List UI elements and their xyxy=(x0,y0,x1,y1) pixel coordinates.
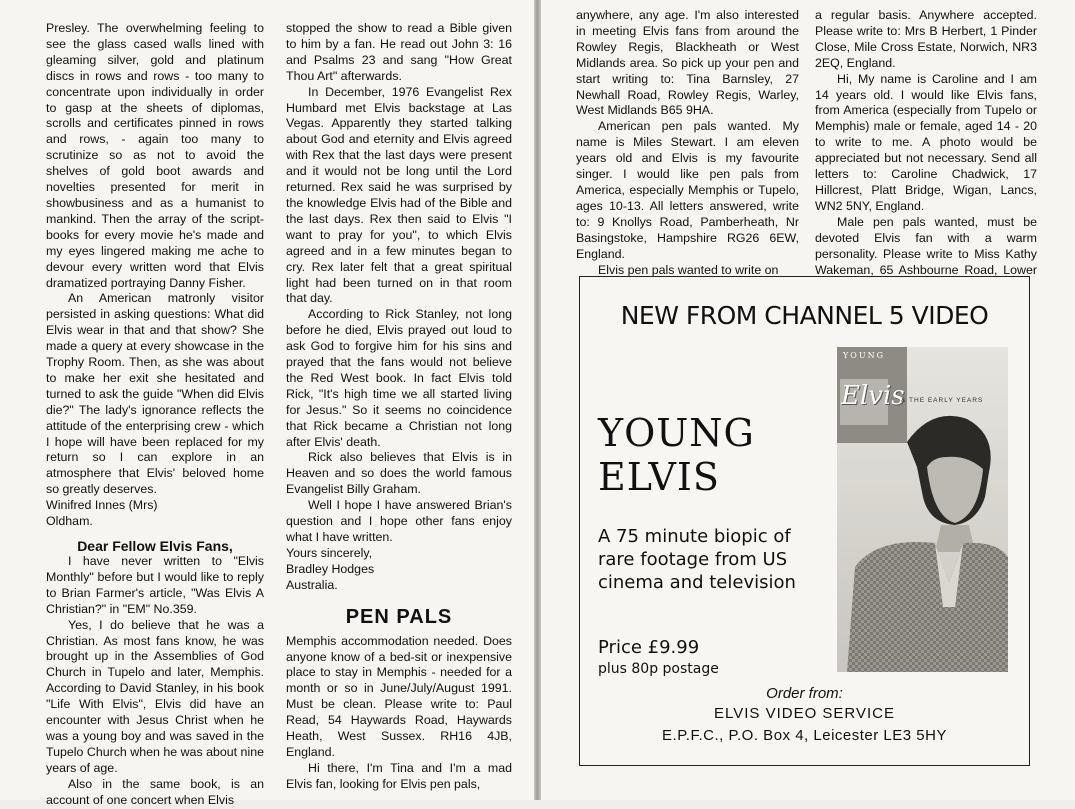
ad-price: Price £9.99 xyxy=(598,637,700,658)
paragraph: anywhere, any age. I'm also interested in meeting Elvis fans from around the Rowley Regis, Blackheath or West Midlands area. So pick up your pen and start writing to: Tina Barnsley, 27 Newhall Road, Rowley Regis, Warley, West Midlands B65 9HA. xyxy=(576,8,799,118)
cover-elvis-logo: Elvis xyxy=(841,381,905,411)
signature-place: Oldham. xyxy=(46,514,93,529)
video-cover-photo xyxy=(837,347,1008,672)
signature-name: Bradley Hodges xyxy=(286,561,375,576)
right-page-column-1 xyxy=(576,8,799,278)
signature-name: Winifred Innes (Mrs) xyxy=(46,498,158,513)
video-advertisement xyxy=(579,276,1030,766)
ad-service-name: ELVIS VIDEO SERVICE xyxy=(713,705,895,722)
ad-title-line-1: YOUNG xyxy=(598,411,755,455)
cover-small-title: YOUNG xyxy=(843,351,885,360)
left-page-column-2 xyxy=(286,21,512,793)
ad-headline: NEW FROM CHANNEL 5 VIDEO xyxy=(620,301,989,330)
paragraph: Rick also believes that Elvis is in Heaven and so does the world famous Evangelist Billy Graham. xyxy=(286,450,512,497)
ad-description: A 75 minute biopic of rare footage from US cinema and television xyxy=(598,526,796,593)
ad-title xyxy=(598,411,755,499)
paragraph: Presley. The overwhelming feeling to see the glass cased walls lined with gleaming silver, gold and platinum discs in rows and rows - too many to concentrate upon individually in order to gasp at the sheets of diplomas, scrolls and certificates pinned in rows and rows, - again too many to scrutinize so as not to avoid the shelves of gold boot awards and novelties presented for merit in showbusiness and as a humanist to mankind. Then the array of the script-books for every movie he's made and my eyes lingered making me ache to devour every written word that Elvis dramatized portraying Danny Fisher. xyxy=(46,21,264,290)
paragraph: Yes, I do believe that he was a Christian. As most fans know, he was brought up in the Assemblies of God Church in Tupelo and later, Memphis. According to David Stanley, in his book "Life With Elvis", Elvis did have an encounter with Jesus Christ when he was a young boy and was saved in the Tupelo Church when he was about nine years of age. xyxy=(46,617,264,775)
paragraph: a regular basis. Anywhere accepted. Please write to: Mrs B Herbert, 1 Pinder Close, Mile Cross Estate, Norwich, NR3 2EQ, England. xyxy=(815,8,1037,70)
signature-closing: Yours sincerely, xyxy=(286,545,373,560)
paragraph: Hi, My name is Caroline and I am 14 years old. I would like Elvis fans, from America (especially from Tupelo or Memphis) male or female, aged 14 - 20 to write to me. A photo would be appreciated but not necessary. Send all letters to: Caroline Chadwick, 17 Hillcrest, Platt Bridge, Wigan, Lancs, WN2 5NY, England. xyxy=(815,71,1037,213)
paragraph: stopped the show to read a Bible given to him by a fan. He read out John 3: 16 and Psalms 23 and sang "How Great Thou Art" afterwards. xyxy=(286,21,512,83)
book-spine xyxy=(534,0,541,800)
section-heading-pen-pals: PEN PALS xyxy=(345,605,453,628)
paragraph: I have never written to "Elvis Monthly" before but I would like to reply to Brian Farmer's article, "Was Elvis A Christian?" in "EM" No.359. xyxy=(46,554,264,616)
signature-place: Australia. xyxy=(286,577,338,592)
ad-address: E.P.F.C., P.O. Box 4, Leicester LE3 5HY xyxy=(662,727,947,744)
paragraph: Hi there, I'm Tina and I'm a mad Elvis fan, looking for Elvis pen pals, xyxy=(286,760,512,791)
ad-title-line-2: ELVIS xyxy=(598,455,720,499)
paragraph: Also in the same book, is an account of one concert when Elvis xyxy=(46,776,264,807)
paragraph: In December, 1976 Evangelist Rex Humbard met Elvis backstage at Las Vegas. Apparently they started talking about God and eternity and Elvis agreed with Rex that the last days were present and it would not be long until the Lord returned. Rex said he was surprised by the knowledge Elvis had of the Bible and the last days. Rex then said to Elvis "I want to pray for you", to which Elvis agreed and in a few minutes began to cry. Rex later felt that a great spiritual light had been turned on in that room that day. xyxy=(286,84,512,306)
left-page-column-1 xyxy=(46,21,264,809)
paragraph: According to Rick Stanley, not long before he died, Elvis prayed out loud to ask God to forgive him for his sins and prayed that the fans would not believe the Red West book. In fact Elvis told Rick, "It's high time we all started living for Jesus." So it seems no coincidence that Rick became a Christian not long after Elvis' death. xyxy=(286,307,512,449)
ad-postage: plus 80p postage xyxy=(598,661,719,677)
paragraph: Male pen pals wanted, must be devoted Elvis fan with a warm personality. Please write to Miss Kathy Wakeman, 65 Ashbourne Road, Lower xyxy=(815,214,1037,277)
left-page xyxy=(0,0,534,807)
paragraph: An American matronly visitor persisted in asking questions: What did Elvis wear in that and that show? She made a query at every showcase in the Trophy Room. Then, as she was about to make her exit she hesitated and turned to ask the guide "When did Elvis die?" The lady's ignorance reflects the attitude of the enterprising crew - which I hope will have been replaced for my return so I can explore in an atmosphere that Elvis' beloved home so greatly deserves. xyxy=(46,291,264,497)
paragraph: Elvis pen pals wanted to write on xyxy=(598,262,779,277)
right-page-column-2 xyxy=(815,8,1037,294)
paragraph: Well I hope I have answered Brian's question and I hope other fans enjoy what I have written. xyxy=(286,498,512,544)
ad-order-from: Order from: xyxy=(766,685,843,702)
letter-heading: Dear Fellow Elvis Fans, xyxy=(77,538,233,554)
paragraph: Memphis accommodation needed. Does anyone know of a bed-sit or inexpensive place to stay in Memphis - needed for a month or so in June/July/August 1991. Must be clean. Please write to: Paul Read, 54 Haywards Road, Haywards Heath, West Sussex. RH16 4JB, England. xyxy=(286,633,512,759)
paragraph: American pen pals wanted. My name is Miles Stewart. I am eleven years old and Elvis is my favourite singer. I would like pen pals from America, especially Memphis or Tupelo, ages 10-13. All letters answered, write to: 9 Knollys Road, Pamberheath, Nr Basingstoke, Hampshire RG26 6EW, England. xyxy=(576,119,799,261)
cover-subtitle: & THE EARLY YEARS xyxy=(901,397,984,404)
